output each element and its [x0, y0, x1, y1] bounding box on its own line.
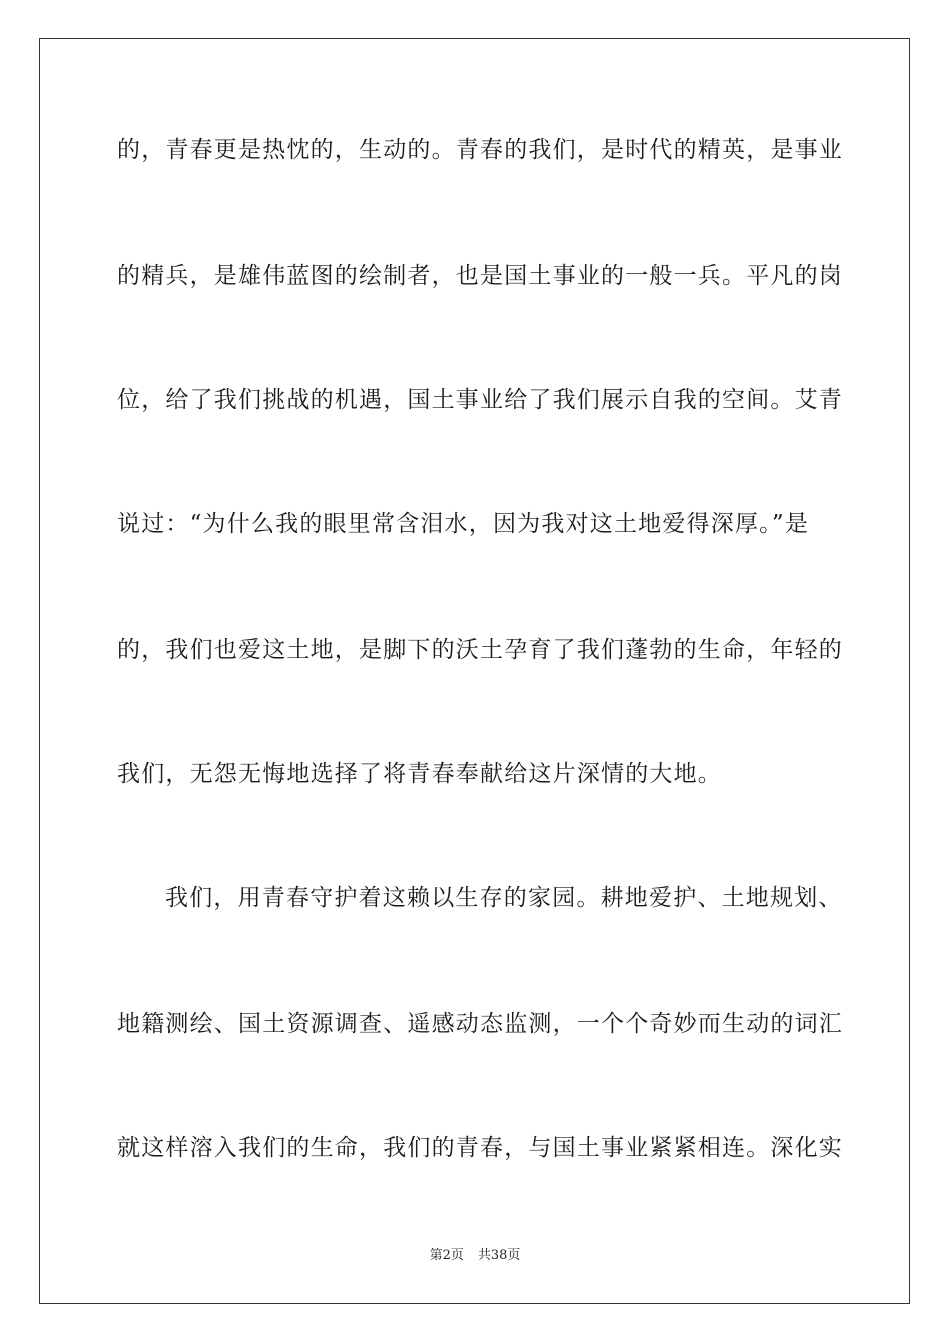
body-text-line-7: 我们，用青春守护着这赖以生存的家园。耕地爱护、土地规划、 [165, 885, 843, 911]
page-footer [0, 1248, 950, 1264]
body-text-line-5: 的，我们也爱这土地，是脚下的沃土孕育了我们蓬勃的生命，年轻的 [117, 637, 843, 663]
body-text-line-3: 位，给了我们挑战的机遇，国土事业给了我们展示自我的空间。艾青 [117, 387, 843, 413]
body-text-line-4: 说过：“为什么我的眼里常含泪水，因为我对这土地爱得深厚。”是 [117, 511, 810, 537]
page-number-current: 第2页 [429, 1248, 464, 1263]
body-text-line-9: 就这样溶入我们的生命，我们的青春，与国土事业紧紧相连。深化实 [117, 1135, 843, 1161]
body-text-line-1: 的，青春更是热忱的，生动的。青春的我们，是时代的精英，是事业 [117, 137, 843, 163]
page-number-total: 共38页 [477, 1248, 521, 1263]
body-text-line-8: 地籍测绘、国土资源调查、遥感动态监测，一个个奇妙而生动的词汇 [117, 1011, 843, 1037]
page-border [39, 38, 910, 1304]
body-text-line-6: 我们，无怨无悔地选择了将青春奉献给这片深情的大地。 [117, 761, 722, 787]
body-text-line-2: 的精兵，是雄伟蓝图的绘制者，也是国土事业的一般一兵。平凡的岗 [117, 263, 843, 289]
